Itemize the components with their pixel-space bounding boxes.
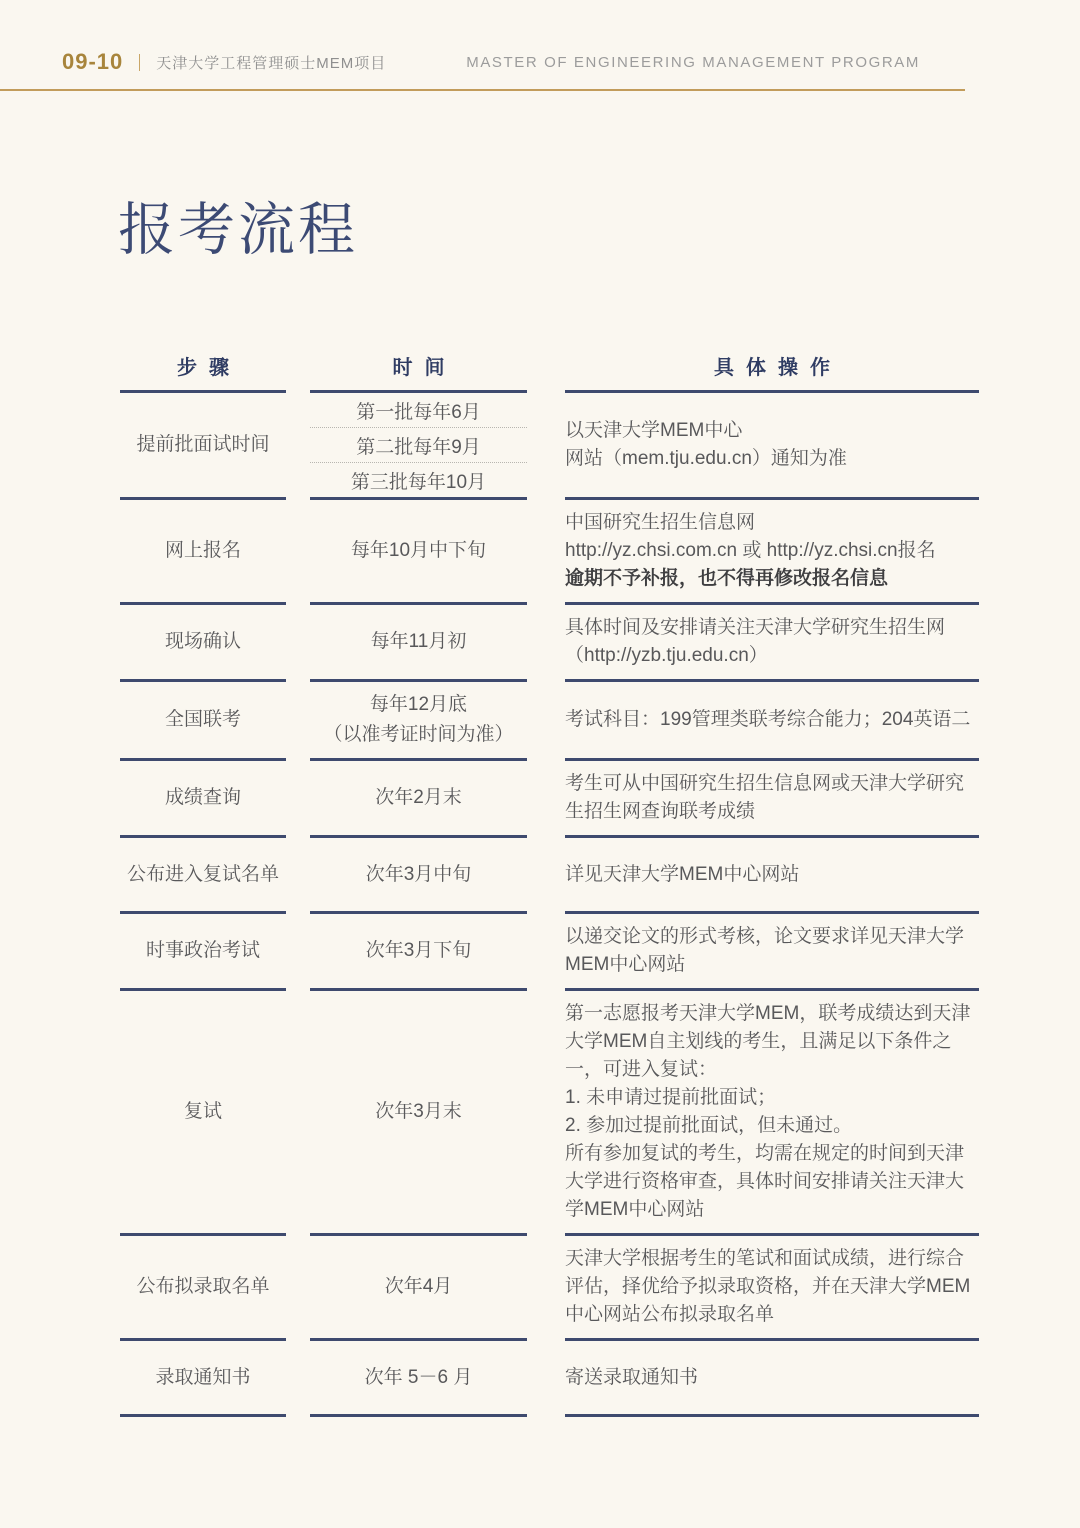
table-row	[120, 500, 979, 605]
operation-line: 寄送录取通知书	[565, 1366, 699, 1388]
step-cell	[120, 1236, 286, 1341]
gold-rule	[0, 89, 965, 91]
time-line: 次年4月	[384, 1276, 453, 1297]
table-row	[120, 1236, 979, 1341]
operation-line: 中国研究生招生信息网	[565, 512, 756, 533]
step-label: 公布进入复试名单	[126, 863, 279, 885]
operation-cell	[565, 393, 979, 500]
operation-line: 逾期不予补报，也不得再修改报名信息	[565, 568, 889, 589]
time-cell	[310, 991, 527, 1236]
step-cell	[120, 1341, 286, 1417]
operation-cell	[565, 838, 979, 914]
step-label: 成绩查询	[164, 787, 241, 808]
page-header	[62, 42, 965, 82]
step-cell	[120, 393, 286, 500]
operation-cell	[565, 914, 979, 991]
table-row	[120, 393, 979, 500]
program-title-en: MASTER OF ENGINEERING MANAGEMENT PROGRAM	[466, 53, 920, 71]
table-row	[120, 682, 979, 761]
time-cell	[310, 605, 527, 682]
operation-line: 考生可从中国研究生招生信息网或天津大学研究生招生网查询联考成绩	[565, 773, 965, 822]
operation-line: 详见天津大学MEM中心网站	[565, 863, 800, 885]
time-line: （以准考证时间为准）	[323, 724, 514, 745]
time-cell	[310, 838, 527, 914]
time-line: 次年3月末	[375, 1101, 462, 1122]
step-label: 全国联考	[164, 709, 241, 730]
operation-cell	[565, 682, 979, 761]
step-cell	[120, 682, 286, 761]
operation-line: （http://yzb.tju.edu.cn）	[565, 645, 768, 666]
time-line: 每年10月中下旬	[350, 540, 487, 561]
operation-cell	[565, 1236, 979, 1341]
operation-line: 天津大学根据考生的笔试和面试成绩，进行综合评估，择优给予拟录取资格，并在天津大学MEM中心网站公布拟录取名单	[565, 1248, 971, 1325]
table-row	[120, 838, 979, 914]
step-cell	[120, 605, 286, 682]
step-cell	[120, 761, 286, 838]
operation-line: 以递交论文的形式考核，论文要求详见天津大学MEM中心网站	[565, 926, 965, 975]
time-batch: 第一批每年6月	[310, 393, 527, 428]
operation-cell	[565, 605, 979, 682]
step-label: 时事政治考试	[145, 940, 260, 961]
time-cell	[310, 914, 527, 991]
application-flow-table	[120, 340, 979, 1417]
operation-cell	[565, 500, 979, 605]
operation-line: 考试科目：199管理类联考综合能力；204英语二	[565, 709, 971, 730]
operation-line: 网站（mem.tju.edu.cn）通知为准	[565, 448, 847, 469]
time-cell	[310, 1341, 527, 1417]
table-header-row	[120, 340, 979, 393]
time-cell	[310, 500, 527, 605]
table-row	[120, 761, 979, 838]
header-divider	[139, 54, 140, 71]
step-cell	[120, 838, 286, 914]
header-cell-time: 时间	[310, 340, 527, 393]
operation-line: http://yz.chsi.com.cn 或 http://yz.chsi.cn报名	[565, 540, 936, 561]
time-cell	[310, 393, 527, 500]
step-label: 公布拟录取名单	[136, 1276, 270, 1297]
header-cell-operation: 具体操作	[565, 340, 979, 393]
operation-cell	[565, 1341, 979, 1417]
table-row	[120, 605, 979, 682]
time-cell	[310, 1236, 527, 1341]
operation-line: 2. 参加过提前批面试，但未通过。	[565, 1115, 853, 1136]
step-cell	[120, 500, 286, 605]
step-cell	[120, 991, 286, 1236]
table-row	[120, 1341, 979, 1417]
time-line: 每年11月初	[370, 631, 467, 652]
time-cell	[310, 682, 527, 761]
operation-line: 1. 未申请过提前批面试；	[565, 1087, 777, 1108]
operation-line: 所有参加复试的考生，均需在规定的时间到天津大学进行资格审查，具体时间安排请关注天津大学MEM中心网站	[565, 1143, 965, 1220]
header-left	[62, 49, 386, 75]
operation-line: 第一志愿报考天津大学MEM，联考成绩达到天津大学MEM自主划线的考生，且满足以下条件之一，可进入复试：	[565, 1003, 971, 1080]
time-batch: 第二批每年9月	[310, 428, 527, 463]
program-title-cn: 天津大学工程管理硕士MEM项目	[156, 54, 387, 72]
time-line: 次年2月末	[375, 787, 462, 808]
operation-line: 以天津大学MEM中心	[565, 420, 743, 441]
step-label: 网上报名	[164, 540, 241, 561]
header-cell-step: 步骤	[120, 340, 286, 393]
operation-line: 具体时间及安排请关注天津大学研究生招生网	[565, 617, 946, 638]
time-batch: 第三批每年10月	[350, 471, 487, 493]
step-label: 现场确认	[164, 631, 241, 652]
time-line: 次年3月中旬	[365, 863, 472, 885]
step-label: 提前批面试时间	[136, 434, 270, 455]
time-line: 每年12月底	[369, 694, 468, 715]
step-label: 录取通知书	[155, 1366, 251, 1388]
operation-cell	[565, 761, 979, 838]
time-line: 次年3月下旬	[365, 940, 472, 961]
step-label: 复试	[183, 1101, 222, 1122]
time-line: 次年 5－6 月	[364, 1366, 473, 1388]
time-cell	[310, 761, 527, 838]
table-body	[120, 393, 979, 1417]
table-row	[120, 914, 979, 991]
page-title: 报考流程	[118, 198, 358, 262]
step-cell	[120, 914, 286, 991]
page-number: 09-10	[62, 49, 124, 74]
operation-cell	[565, 991, 979, 1236]
table-row	[120, 991, 979, 1236]
